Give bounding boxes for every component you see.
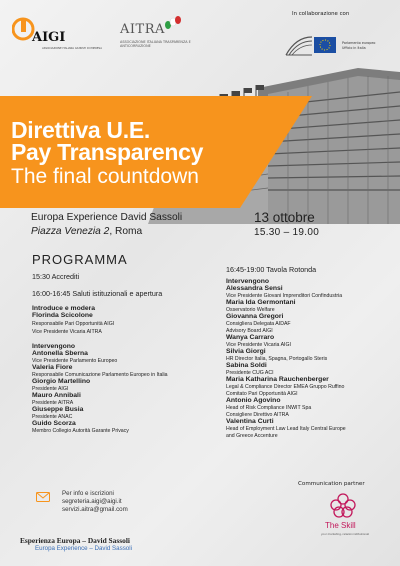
intro-label: Introduce e modera: [32, 305, 96, 312]
aitra-logo-text: AITRA: [120, 22, 165, 37]
venue-address: [31, 226, 142, 237]
speaker-role: Consigliera Delegata AIDAF: [226, 321, 291, 327]
speaker-role: Membro Collegio Autorità Garante Privacy: [32, 428, 129, 434]
speaker-role: Responsabile Pari Opportunità AIGI: [32, 321, 115, 327]
speaker-role: Advisory Board AIGI: [226, 328, 273, 334]
footer-italian-title: Esperienza Europa – David Sassoli: [20, 536, 130, 545]
parliament-emblem-icon: [284, 33, 340, 59]
tavola-rotonda-item: 16:45-19:00 Tavola Rotonda: [226, 265, 317, 274]
the-skill-tagline: your marketing, relazioni istituzionali: [321, 533, 370, 536]
the-skill-flower-icon: [330, 493, 356, 519]
speaker-role: Presidente AITRA: [32, 400, 74, 406]
speaker-name: Sabina Soldi: [226, 362, 267, 369]
title-line-3: The final countdown: [11, 165, 199, 188]
collaboration-label: In collaborazione con: [292, 11, 350, 17]
tricolor-leaf-icon: [164, 16, 182, 30]
event-date: 13 ottobre: [254, 210, 315, 225]
aitra-logo-subtitle: ASSOCIAZIONE ITALIANA TRASPARENZA E ANTICORRUZIONE: [120, 40, 191, 48]
intervengono-label: Intervengono: [226, 278, 270, 285]
speaker-name: Giuseppe Busia: [32, 406, 84, 413]
speaker-name: Antonella Sberna: [32, 350, 88, 357]
footer-english-title: Europa Experience – David Sassoli: [35, 545, 132, 552]
the-skill-logo-text: The Skill: [325, 521, 356, 530]
speaker-role: HR Director Italia, Spagna, Portogallo Steris: [226, 356, 328, 362]
speaker-name: Wanya Carraro: [226, 334, 275, 341]
saluti-item: 16:00-16:45 Saluti istituzionali e apertura: [32, 289, 163, 298]
speaker-name: Alessandra Sensi: [226, 285, 283, 292]
speaker-name: Maria Katharina Rauchenberger: [226, 376, 329, 383]
speaker-role: Head of Risk Compliance INWIT Spa: [226, 405, 312, 411]
communication-partner-label: Communication partner: [298, 481, 365, 487]
speaker-role: Consigliere Direttivo AITRA: [226, 412, 289, 418]
speaker-role: Vice Presidente Vicaria AIGI: [226, 342, 291, 348]
speaker-role: Head of Employment Law Lead Italy Central Europe: [226, 426, 346, 432]
venue-street: Piazza Venezia 2: [31, 226, 110, 237]
event-time: 15.30 – 19.00: [254, 227, 320, 238]
contact-info: [62, 490, 128, 514]
speaker-role: Vice Presidente Parlamento Europeo: [32, 358, 118, 364]
title-line-1: Direttiva U.E.: [11, 117, 150, 143]
speaker-name: Florinda Scicolone: [32, 312, 93, 319]
speaker-name: Giorgio Martellino: [32, 378, 91, 385]
contact-email-aigi[interactable]: segreteria.aigi@aigi.it: [62, 498, 122, 505]
aitra-logo: [120, 22, 190, 58]
speaker-role: Legal & Compliance Director EMEA Gruppo Ruffino: [226, 384, 345, 390]
venue-city: , Roma: [109, 226, 143, 237]
speaker-name: Mauro Annibali: [32, 392, 81, 399]
speaker-role: Responsabile Comunicazione Parlamento Europeo in Italia: [32, 372, 168, 378]
program-left-column: [32, 272, 168, 434]
speaker-role: Presidente CUG ACI: [226, 370, 274, 376]
european-parliament-logo: [284, 33, 384, 59]
speaker-role: Comitato Pari Opportunità AIGI: [226, 391, 298, 397]
contact-label: Per info e iscrizioni: [62, 490, 114, 497]
intervengono-label: Intervengono: [32, 343, 76, 350]
speaker-role: Osservatorio Welfare: [226, 307, 275, 313]
speaker-name: Silvia Giorgi: [226, 348, 266, 355]
title-line-2: Pay Transparency: [11, 139, 204, 165]
parliament-logo-text: Parlamento europeo Ufficio in Italia: [342, 41, 376, 50]
accrediti-item: 15:30 Accrediti: [32, 272, 80, 281]
venue-name: Europa Experience David Sassoli: [31, 212, 183, 223]
mail-icon: [36, 492, 50, 502]
speaker-name: Antonio Agovino: [226, 397, 281, 404]
speaker-role: Presidente ANAC: [32, 414, 73, 420]
speaker-name: Giovanna Gregori: [226, 313, 284, 320]
aigi-logo-text: AIGI: [32, 30, 66, 45]
speaker-name: Maria Ida Germontani: [226, 299, 296, 306]
contact-email-aitra[interactable]: servizi.aitra@gmail.com: [62, 506, 128, 513]
aigi-logo: [12, 14, 103, 50]
speaker-role: Vice Presidente Giovani Imprenditori Confindustria: [226, 293, 343, 299]
program-right-column: [226, 265, 346, 439]
programma-heading: PROGRAMMA: [32, 252, 128, 267]
speaker-name: Guido Scorza: [32, 420, 76, 427]
speaker-name: Valeria Fiore: [32, 364, 73, 371]
speaker-role: Vice Presidente Vicaria AITRA: [32, 329, 102, 335]
aigi-logo-subtitle: ASSOCIAZIONE ITALIANA GIURISTI DI IMPRESA: [42, 47, 103, 50]
speaker-role: Presidente AIGI: [32, 386, 69, 392]
speaker-role: and Greece Accenture: [226, 433, 278, 439]
speaker-name: Valentina Curti: [226, 418, 274, 425]
